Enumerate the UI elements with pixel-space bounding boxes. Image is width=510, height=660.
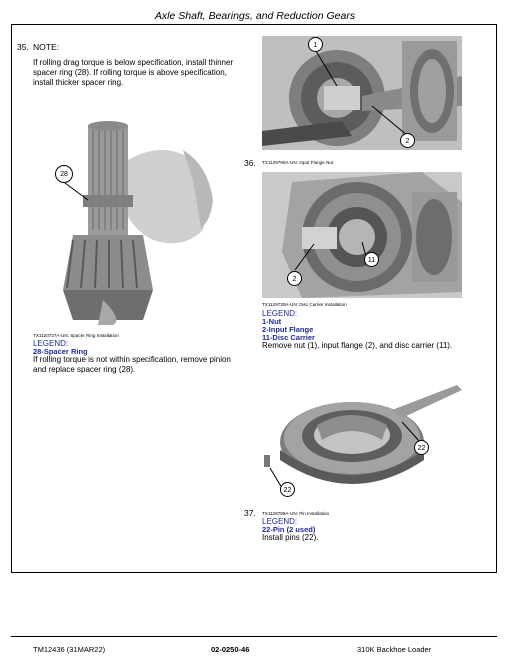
- input-flange-nut-illustration: [262, 36, 462, 150]
- spacer-ring-figure-id: TX1120727A-UN: Spacer Ring Installation: [33, 333, 119, 338]
- disc-carrier-legend-item-input-flange: 2-Input Flange: [262, 325, 314, 334]
- disc-carrier-figure-id: TX1129730A-UN: Disc Carrier Installation: [262, 302, 347, 307]
- spacer-ring-body-text: If rolling torque is not within specification, remove pinion and replace spacer ring (28).: [33, 355, 231, 374]
- callout-22-left: 22: [280, 482, 295, 497]
- disc-carrier-legend-title: LEGEND:: [262, 309, 298, 318]
- step-35-number: 35.: [17, 42, 29, 52]
- callout-2-mid: 2: [287, 271, 302, 286]
- callout-11: 11: [364, 252, 379, 267]
- disc-carrier-legend-item-disc-carrier: 11-Disc Carrier: [262, 333, 315, 342]
- pin-installation-illustration: [262, 380, 462, 500]
- callout-28: 28: [55, 165, 73, 183]
- spacer-ring-photo: [33, 120, 233, 325]
- pin-installation-legend-title: LEGEND:: [262, 517, 298, 526]
- footer-doc-id: TM12436 (31MAR22): [33, 645, 106, 654]
- pin-installation-photo: [262, 380, 462, 500]
- footer-rule: [11, 636, 497, 637]
- callout-22-right: 22: [414, 440, 429, 455]
- footer-machine-name: 310K Backhoe Loader: [357, 645, 432, 654]
- step-35-title: NOTE:: [33, 42, 59, 52]
- pin-installation-legend-item: 22-Pin (2 used): [262, 525, 316, 534]
- spacer-ring-legend-item: 28-Spacer Ring: [33, 347, 88, 356]
- step-36-instruction: Remove nut (1), input flange (2), and disc carrier (11).: [262, 341, 453, 350]
- page-header-title: Axle Shaft, Bearings, and Reduction Gears: [154, 10, 356, 22]
- spacer-ring-legend-title: LEGEND:: [33, 339, 69, 348]
- pin-installation-figure-id: TX1129799A-UN: Pin Installation: [262, 511, 330, 516]
- step-36-number: 36.: [244, 158, 256, 168]
- input-flange-nut-photo: [262, 36, 462, 150]
- spacer-ring-illustration: [33, 120, 233, 325]
- step-37-number: 37.: [244, 508, 256, 518]
- callout-2-top: 2: [400, 133, 415, 148]
- input-flange-nut-figure-id: TX1129790A-UN: Input Flange Nut: [262, 160, 334, 165]
- step-35-note-text: If rolling drag torque is below specification, install thinner spacer ring (28). If rolling torque is above specification, install thicker spacer ring.: [33, 58, 234, 87]
- disc-carrier-legend-item-nut: 1-Nut: [262, 317, 282, 326]
- step-37-instruction: Install pins (22).: [262, 533, 319, 542]
- callout-1: 1: [308, 37, 323, 52]
- footer-page-number: 02-0250-46: [211, 645, 250, 654]
